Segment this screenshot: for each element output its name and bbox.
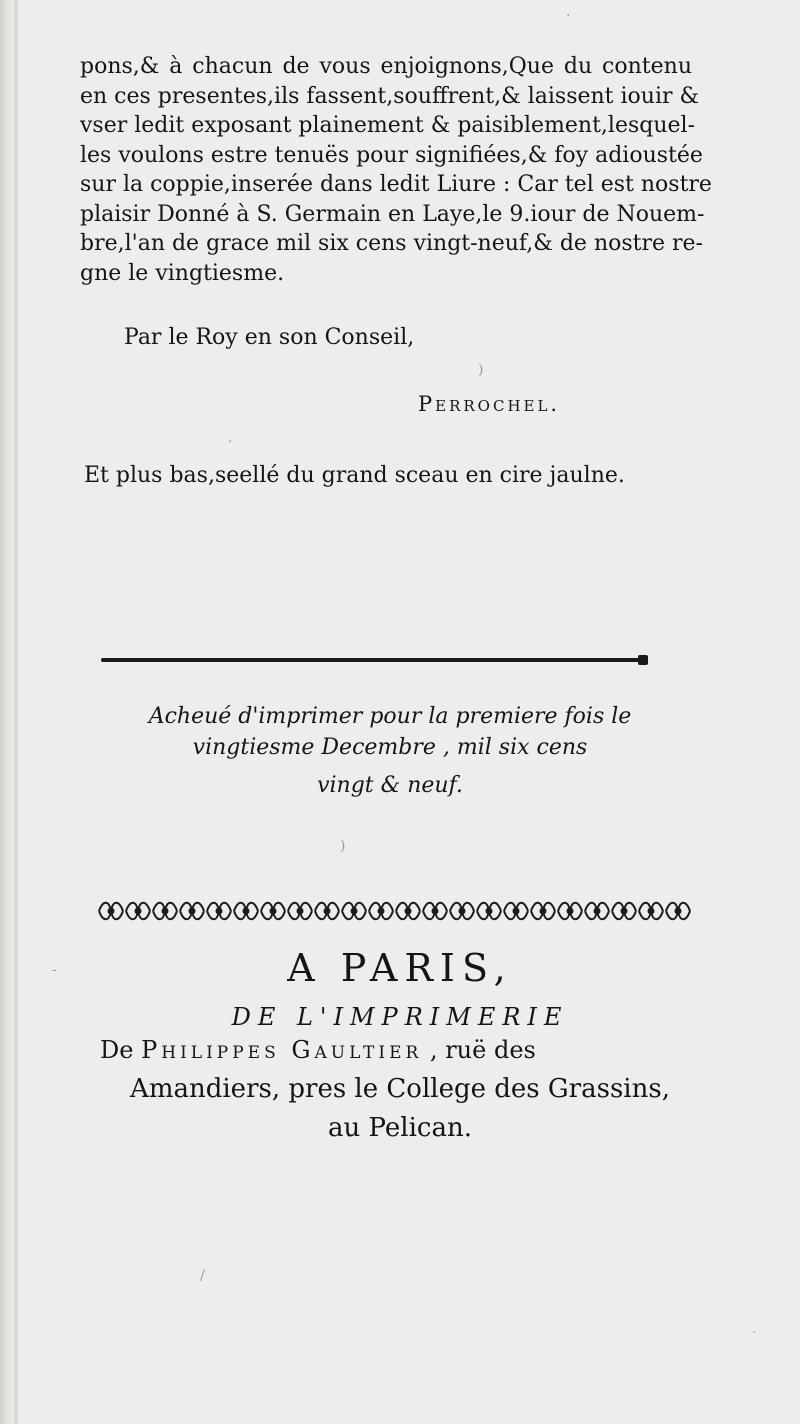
horizontal-rule bbox=[101, 658, 647, 662]
fleuron bbox=[531, 903, 555, 920]
paper-speck: - bbox=[52, 962, 57, 978]
fleuron bbox=[207, 903, 231, 920]
printer-suffix: , ruë des bbox=[429, 1036, 536, 1064]
paper-speck: / bbox=[200, 1268, 205, 1284]
fleuron bbox=[234, 903, 258, 920]
text-line: bre,l'an de grace mil six cens vingt-neuf,& de nostre re- bbox=[80, 231, 703, 256]
imprint-press: DE L'IMPRIMERIE bbox=[231, 1003, 569, 1031]
seal-note: Et plus bas,seellé du grand sceau en cire jaulne. bbox=[84, 463, 625, 488]
fleuron bbox=[396, 903, 420, 920]
paper-speck: ) bbox=[340, 838, 346, 854]
fleuron bbox=[612, 903, 636, 920]
fleuron bbox=[153, 903, 177, 920]
paper-speck: ) bbox=[478, 362, 484, 378]
text-line: gne le vingtiesme. bbox=[80, 260, 285, 286]
printer-name: Philippes Gaultier bbox=[141, 1036, 423, 1064]
fleuron bbox=[450, 903, 474, 920]
text-line: vser ledit exposant plainement & paisiblement,lesquel- bbox=[80, 113, 696, 138]
paper-speck: · bbox=[228, 434, 233, 450]
binding-gutter bbox=[14, 0, 18, 1424]
colophon-line: vingt & neuf. bbox=[317, 773, 463, 798]
fleuron bbox=[288, 903, 312, 920]
imprint-city: A PARIS, bbox=[287, 946, 513, 990]
privilege-paragraph bbox=[80, 52, 712, 288]
fleuron bbox=[477, 903, 501, 920]
text-line: pons,& à chacun de vous enjoignons,Que du contenu bbox=[80, 54, 692, 79]
fleuron bbox=[585, 903, 609, 920]
imprint-sign: au Pelican. bbox=[328, 1113, 472, 1143]
fleuron bbox=[315, 903, 339, 920]
fleuron bbox=[180, 903, 204, 920]
printer-prefix: De bbox=[100, 1036, 134, 1064]
colophon-line: Acheué d'imprimer pour la premiere fois le bbox=[148, 704, 632, 729]
fleuron bbox=[504, 903, 528, 920]
paper-speck: · bbox=[566, 8, 571, 24]
fleuron bbox=[342, 903, 366, 920]
signer-name: Perrochel. bbox=[418, 392, 561, 416]
authority-line: Par le Roy en son Conseil, bbox=[124, 325, 415, 350]
fleuron bbox=[99, 903, 123, 920]
page-edge-shadow bbox=[0, 0, 14, 1424]
fleuron bbox=[126, 903, 150, 920]
imprint-printer-line bbox=[100, 1036, 700, 1064]
fleuron bbox=[639, 903, 663, 920]
imprint-address: Amandiers, pres le College des Grassins, bbox=[130, 1074, 670, 1104]
colophon-line: vingtiesme Decembre , mil six cens bbox=[192, 735, 588, 760]
paper-speck: ˎ bbox=[752, 1318, 757, 1334]
rule-end-ornament bbox=[638, 655, 648, 665]
text-line: en ces presentes,ils fassent,souffrent,& laissent iouir & bbox=[80, 83, 700, 109]
fleuron bbox=[666, 903, 690, 920]
text-line: les voulons estre tenuës pour signifiées,& foy adioustée bbox=[80, 142, 703, 168]
fleuron bbox=[369, 903, 393, 920]
text-line: plaisir Donné à S. Germain en Laye,le 9.iour de Nouem- bbox=[80, 201, 705, 227]
text-line: sur la coppie,inserée dans ledit Liure : Car tel est nostre bbox=[80, 172, 712, 197]
fleuron-ornament-band bbox=[97, 897, 693, 925]
fleuron bbox=[558, 903, 582, 920]
fleuron bbox=[423, 903, 447, 920]
fleuron bbox=[261, 903, 285, 920]
